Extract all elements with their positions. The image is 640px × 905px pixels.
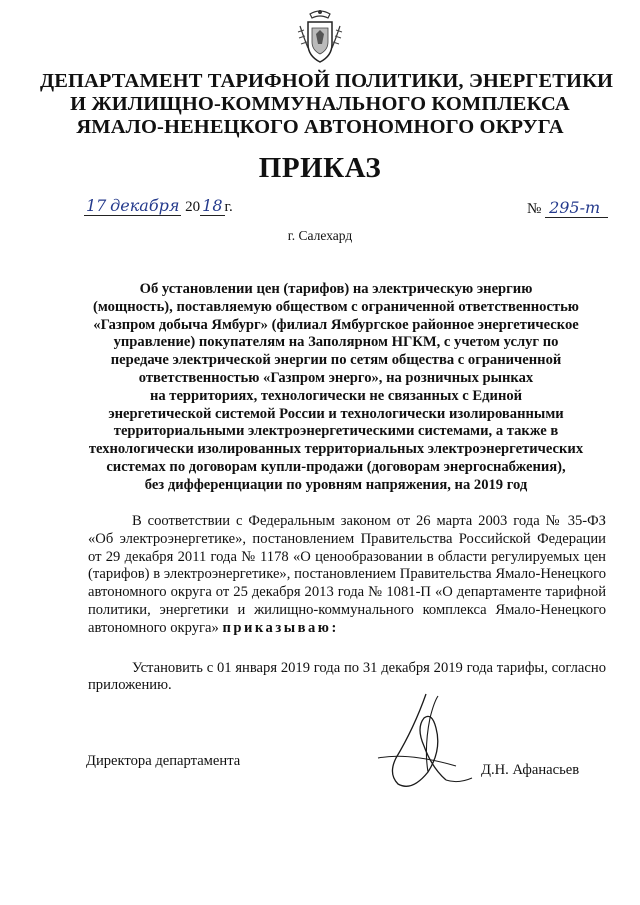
city: г. Салехард xyxy=(287,228,353,243)
date-year-prefix: 20 xyxy=(185,199,201,215)
department-line: ЯМАЛО-НЕНЕЦКОГО АВТОНОМНОГО ОКРУГА xyxy=(76,116,564,138)
preamble-paragraph xyxy=(88,513,606,638)
date-month: декабря xyxy=(110,196,180,215)
department-line: ДЕПАРТАМЕНТ ТАРИФНОЙ ПОЛИТИКИ, ЭНЕРГЕТИКИ xyxy=(40,70,614,92)
order-date xyxy=(84,196,233,216)
subject-line: на территориях, технологически не связанных с Единой xyxy=(149,387,523,404)
coat-of-arms-icon xyxy=(296,8,344,66)
handwritten-signature xyxy=(368,688,488,798)
signatory-position: Директора департамента xyxy=(86,753,241,769)
date-year-suffix: 18 xyxy=(202,196,223,215)
order-title: ПРИКАЗ xyxy=(258,152,382,184)
subject-line: «Газпром добыча Ямбург» (филиал Ямбургское районное энергетическое xyxy=(93,316,579,333)
subject-line: ответственностью «Газпром энерго», на розничных рынках xyxy=(138,369,534,386)
number-value: 295-т xyxy=(549,198,601,217)
department-header xyxy=(40,70,614,139)
subject-line: технологически изолированных территориальных электроэнергетических xyxy=(88,441,584,458)
subject-line: Об установлении цен (тарифов) на электрическую энергию xyxy=(139,281,533,297)
subject-line: территориальными электроэнергетическими системами, а также в xyxy=(113,423,559,440)
department-line: И ЖИЛИЩНО-КОММУНАЛЬНОГО КОМПЛЕКСА xyxy=(70,93,570,115)
subject-line: (мощность), поставляемую обществом с ограниченной ответственностью xyxy=(93,298,579,315)
subject-line: управление) покупателям на Заполярном НГКМ, с учетом услуг по xyxy=(113,334,559,351)
date-year-mark: г. xyxy=(224,199,233,215)
subject-line: энергетической системой России и технологически изолированными xyxy=(108,405,564,422)
subject-line: системах по договорам купли-продажи (договорам энергоснабжения), xyxy=(106,458,566,475)
order-word: приказываю: xyxy=(222,619,339,636)
preamble-text: В соответствии с Федеральным законом от 26 марта 2003 года № 35-ФЗ «Об электроэнергетике», постановлением Правительства Российской Федерации от 29 декабря 2011 года № 1178 «О ценообразовании в области регулируемых цен (тарифов) в электроэнергетике», постановлением Правительства Ямало-Ненецкого автономного округа от 25 декабря 2013 года № 1081-П «О департаменте тарифной политики, энергетики и жилищно-коммунального комплекса Ямало-Ненецкого автономного округа» xyxy=(88,513,606,636)
date-day-line xyxy=(84,196,181,216)
order-number xyxy=(527,198,608,218)
order-body xyxy=(88,513,606,695)
number-sign: № xyxy=(527,201,542,217)
order-subject xyxy=(60,281,612,495)
date-day: 17 xyxy=(86,196,107,215)
subject-line: передаче электрической энергии по сетям общества с ограниченной xyxy=(110,352,562,369)
subject-line: без дифференциации по уровням напряжения, на 2019 год xyxy=(144,476,528,493)
signatory-name: Д.Н. Афанасьев xyxy=(481,762,580,778)
establish-paragraph: Установить с 01 января 2019 года по 31 декабря 2019 года тарифы, согласно приложению. xyxy=(88,659,606,694)
